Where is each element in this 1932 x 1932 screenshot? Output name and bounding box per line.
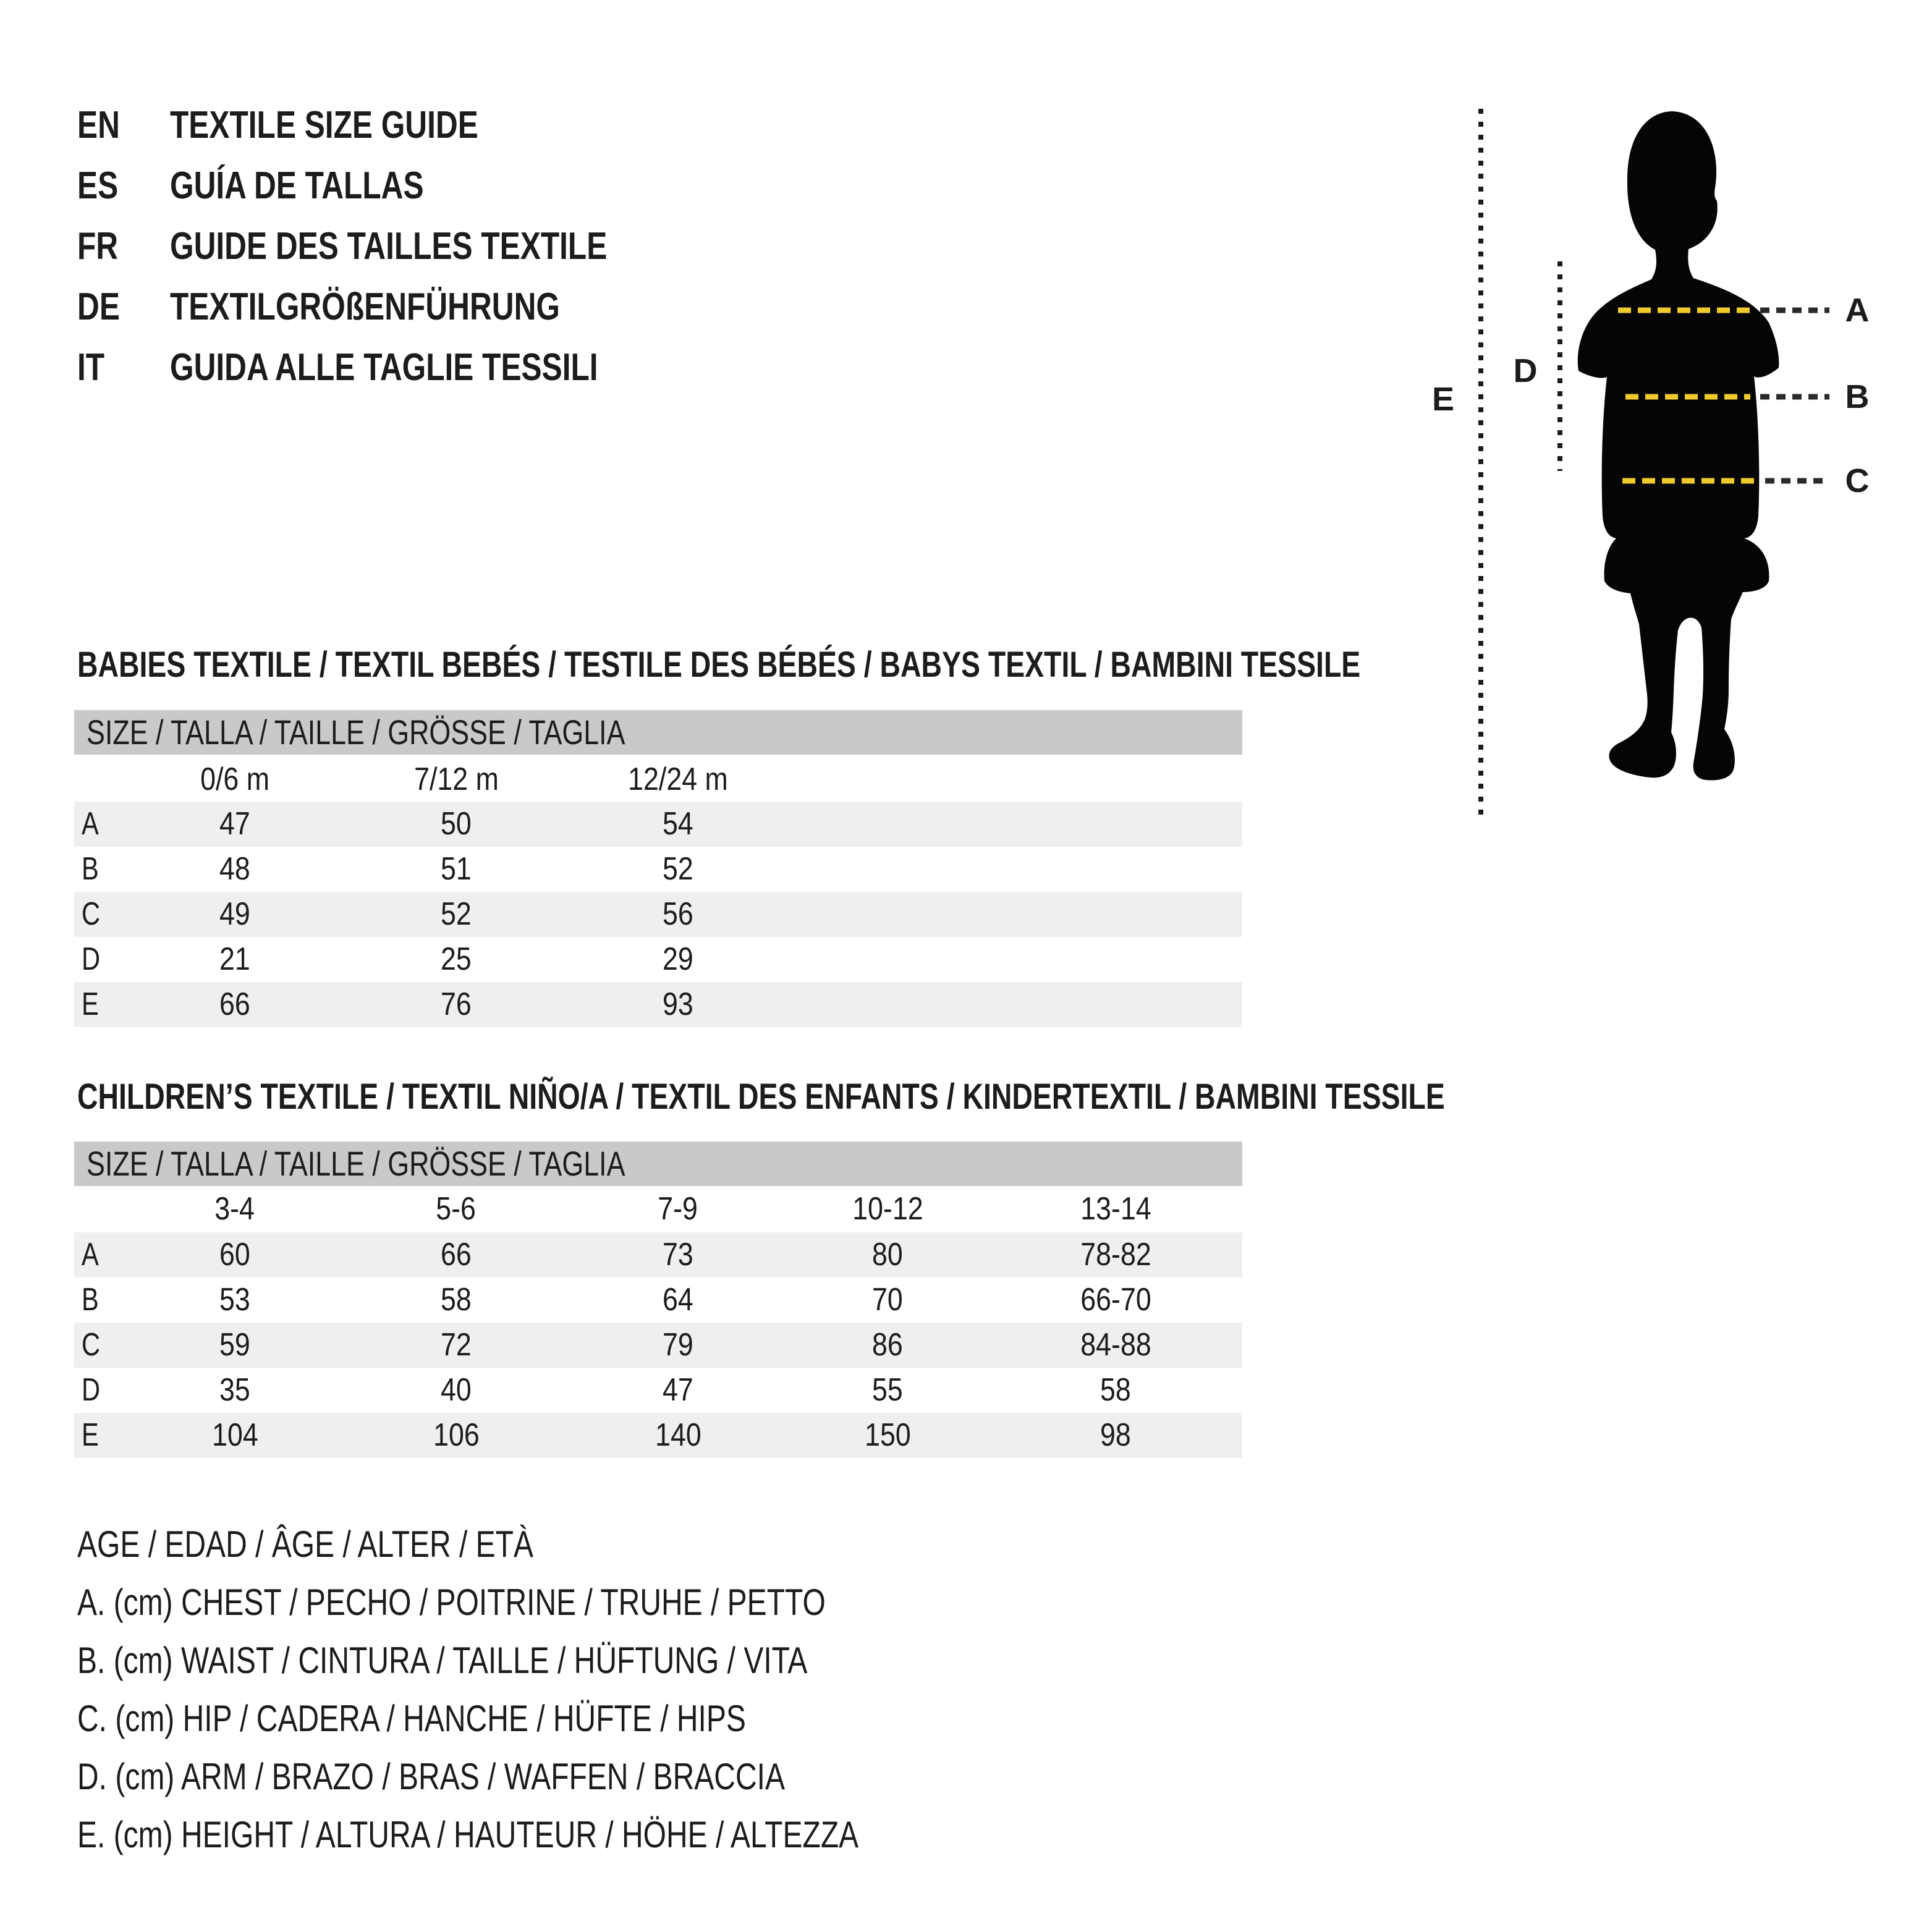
table-cell: [363, 802, 549, 847]
table-cell: [795, 1413, 980, 1458]
cell-text: 52: [663, 851, 693, 887]
language-code: [77, 95, 170, 156]
cell-text: 55: [872, 1372, 903, 1408]
cell-text: 47: [663, 1372, 693, 1408]
table-cell: [1023, 1413, 1208, 1458]
row-label: [82, 1277, 103, 1323]
figure-label-b: B: [1845, 378, 1870, 415]
row-label: [82, 1368, 105, 1413]
cell-text: 58: [441, 1282, 472, 1318]
language-row-en: [77, 95, 716, 156]
cell-text: 73: [663, 1237, 693, 1273]
cell-text: 49: [219, 896, 250, 932]
table-cell: [585, 982, 771, 1027]
cell-text: 78-82: [1080, 1237, 1151, 1273]
children-table-row-a: [74, 1232, 1242, 1277]
cell-text: 104: [211, 1417, 258, 1453]
cell-text: 59: [219, 1327, 250, 1363]
column-header-text: 12/24 m: [628, 761, 728, 797]
language-title: TEXTILGRÖßENFÜHRUNG: [170, 286, 560, 328]
cell-text: 50: [441, 806, 472, 842]
language-row-fr: [77, 216, 716, 277]
table-cell: [795, 1232, 980, 1277]
table-cell: [142, 1232, 328, 1277]
children-table-row-e: [74, 1413, 1242, 1458]
cell-text: 98: [1100, 1417, 1131, 1453]
cell-text: 35: [219, 1372, 250, 1408]
table-cell: [795, 1368, 980, 1413]
table-cell: [142, 802, 328, 847]
table-cell: [795, 1323, 980, 1368]
figure-label-a: A: [1845, 292, 1870, 329]
legend-line-height: [77, 1806, 1054, 1864]
language-code: [77, 216, 170, 277]
table-cell: [1023, 1323, 1208, 1368]
table-cell: [585, 1277, 771, 1323]
row-label-text: B: [82, 851, 99, 887]
cell-text: 93: [663, 986, 693, 1022]
table-cell: [585, 1232, 771, 1277]
language-row-es: [77, 156, 716, 216]
table-cell: [1023, 1277, 1208, 1323]
table-cell: [363, 1277, 549, 1323]
babies-table-row-b: [74, 847, 1242, 892]
language-code-text: IT: [77, 346, 105, 389]
babies-size-header-text: SIZE / TALLA / TAILLE / GRÖSSE / TAGLIA: [87, 713, 625, 752]
babies-column-header-row: [74, 757, 1242, 802]
cell-text: 86: [872, 1327, 903, 1363]
legend-line-chest: [77, 1574, 1054, 1632]
babies-table-row-c: [74, 892, 1242, 937]
language-title-list: [77, 95, 716, 398]
cell-text: 25: [441, 941, 472, 977]
table-cell: [142, 847, 328, 892]
figure-label-e: E: [1431, 381, 1455, 418]
cell-text: 66: [219, 986, 250, 1022]
cell-text: 140: [655, 1417, 701, 1453]
children-size-header-text: SIZE / TALLA / TAILLE / GRÖSSE / TAGLIA: [87, 1144, 625, 1183]
cell-text: 64: [663, 1282, 693, 1318]
table-cell: [585, 1368, 771, 1413]
column-header-text: 13-14: [1080, 1191, 1151, 1227]
cell-text: 60: [219, 1237, 250, 1273]
language-code-text: EN: [77, 104, 120, 146]
table-cell: [363, 847, 549, 892]
row-label-text: C: [82, 896, 101, 932]
cell-text: 84-88: [1080, 1327, 1151, 1363]
language-code-text: DE: [77, 286, 120, 328]
language-code-text: ES: [77, 164, 119, 207]
legend-text: B. (cm) WAIST / CINTURA / TAILLE / HÜFTUNG / VITA: [77, 1640, 808, 1681]
babies-column-header: [363, 757, 549, 802]
cell-text: 66: [441, 1237, 472, 1273]
table-cell: [363, 1323, 549, 1368]
legend-text: E. (cm) HEIGHT / ALTURA / HAUTEUR / HÖHE / ALTEZZA: [77, 1814, 859, 1855]
children-size-header-bar: [74, 1142, 1242, 1186]
table-cell: [142, 982, 328, 1027]
children-section-title: [77, 1075, 1787, 1119]
row-label-text: C: [82, 1327, 101, 1363]
row-label: [82, 802, 103, 847]
children-table-row-c: [74, 1323, 1242, 1368]
row-label-text: D: [82, 1372, 101, 1408]
language-title: GUIDA ALLE TAGLIE TESSILI: [170, 346, 598, 389]
table-cell: [585, 1413, 771, 1458]
cell-text: 21: [219, 941, 250, 977]
cell-text: 72: [441, 1327, 472, 1363]
cell-text: 58: [1100, 1372, 1131, 1408]
children-column-header: [1023, 1187, 1208, 1231]
table-cell: [363, 1368, 549, 1413]
figure-label-c: C: [1845, 462, 1870, 499]
language-row-de: [77, 277, 716, 337]
table-cell: [795, 1277, 980, 1323]
column-header-text: 3-4: [214, 1191, 255, 1227]
children-column-header: [585, 1187, 771, 1231]
cell-text: 79: [663, 1327, 693, 1363]
language-code: [77, 337, 170, 398]
table-cell: [142, 1368, 328, 1413]
row-label-text: A: [82, 1237, 99, 1273]
table-cell: [363, 937, 549, 982]
measurement-legend: [77, 1515, 1054, 1864]
table-cell: [363, 1232, 549, 1277]
legend-text: AGE / EDAD / ÂGE / ALTER / ETÀ: [77, 1523, 533, 1565]
children-column-header-row: [74, 1187, 1242, 1231]
table-cell: [363, 892, 549, 937]
cell-text: 47: [219, 806, 250, 842]
row-label: [82, 892, 105, 937]
legend-line-waist: [77, 1632, 1054, 1690]
table-cell: [142, 1413, 328, 1458]
row-label-text: E: [82, 986, 99, 1022]
table-cell: [585, 937, 771, 982]
language-row-it: [77, 337, 716, 398]
cell-text: 40: [441, 1372, 472, 1408]
column-header-text: 7/12 m: [413, 761, 499, 797]
table-cell: [1023, 1368, 1208, 1413]
children-column-header: [795, 1187, 980, 1231]
cell-text: 70: [872, 1282, 903, 1318]
table-cell: [142, 937, 328, 982]
babies-column-header: [585, 757, 771, 802]
row-label: [82, 1232, 103, 1277]
cell-text: 51: [441, 851, 472, 887]
children-column-header: [142, 1187, 328, 1231]
table-cell: [585, 847, 771, 892]
table-cell: [585, 892, 771, 937]
cell-text: 48: [219, 851, 250, 887]
babies-section-title-text: BABIES TEXTILE / TEXTIL BEBÉS / TESTILE DES BÉBÉS / BABYS TEXTIL / BAMBINI TESSILE: [77, 645, 1361, 685]
language-code: [77, 277, 170, 337]
column-header-text: 5-6: [436, 1191, 477, 1227]
row-label-text: E: [82, 1417, 99, 1453]
cell-text: 80: [872, 1237, 903, 1273]
legend-line-age: [77, 1515, 1054, 1574]
cell-text: 54: [663, 806, 693, 842]
table-cell: [142, 1277, 328, 1323]
language-code-text: FR: [77, 225, 119, 268]
table-cell: [363, 982, 549, 1027]
column-header-text: 0/6 m: [200, 761, 269, 797]
column-header-text: 10-12: [852, 1191, 923, 1227]
children-table-row-d: [74, 1368, 1242, 1413]
column-header-text: 7-9: [658, 1191, 698, 1227]
language-title: GUIDE DES TAILLES TEXTILE: [170, 225, 608, 268]
row-label-text: D: [82, 941, 101, 977]
table-cell: [363, 1413, 549, 1458]
cell-text: 29: [663, 941, 693, 977]
legend-line-hip: [77, 1690, 1054, 1748]
row-label: [82, 1323, 105, 1368]
table-cell: [585, 1323, 771, 1368]
legend-line-arm: [77, 1748, 1054, 1806]
table-cell: [585, 802, 771, 847]
row-label: [82, 982, 103, 1027]
children-table-row-b: [74, 1277, 1242, 1323]
language-code: [77, 156, 170, 216]
row-label: [82, 937, 105, 982]
row-label: [82, 847, 103, 892]
babies-size-header-bar: [74, 710, 1242, 755]
babies-column-header: [142, 757, 328, 802]
children-column-header: [363, 1187, 549, 1231]
cell-text: 52: [441, 896, 472, 932]
table-cell: [1023, 1232, 1208, 1277]
table-cell: [142, 892, 328, 937]
measurement-diagram: [1421, 87, 1910, 865]
language-title: GUÍA DE TALLAS: [170, 164, 424, 207]
babies-table-row-e: [74, 982, 1242, 1027]
table-cell: [142, 1323, 328, 1368]
babies-table-row-a: [74, 802, 1242, 847]
cell-text: 150: [864, 1417, 911, 1453]
cell-text: 53: [219, 1282, 250, 1318]
cell-text: 76: [441, 986, 472, 1022]
legend-text: D. (cm) ARM / BRAZO / BRAS / WAFFEN / BRACCIA: [77, 1756, 785, 1797]
babies-section-title: [77, 643, 1681, 687]
language-title: TEXTILE SIZE GUIDE: [170, 104, 478, 146]
row-label: [82, 1413, 103, 1458]
figure-label-d: D: [1513, 352, 1538, 389]
cell-text: 56: [663, 896, 693, 932]
babies-table-row-d: [74, 937, 1242, 982]
legend-text: A. (cm) CHEST / PECHO / POITRINE / TRUHE / PETTO: [77, 1582, 826, 1623]
cell-text: 106: [433, 1417, 480, 1453]
legend-text: C. (cm) HIP / CADERA / HANCHE / HÜFTE / HIPS: [77, 1698, 746, 1739]
cell-text: 66-70: [1080, 1282, 1151, 1318]
row-label-text: A: [82, 806, 99, 842]
child-silhouette-figure: [1421, 87, 1910, 865]
row-label-text: B: [82, 1282, 99, 1318]
children-section-title-text: CHILDREN’S TEXTILE / TEXTIL NIÑO/A / TEXTIL DES ENFANTS / KINDERTEXTIL / BAMBINI TESSILE: [77, 1077, 1445, 1117]
